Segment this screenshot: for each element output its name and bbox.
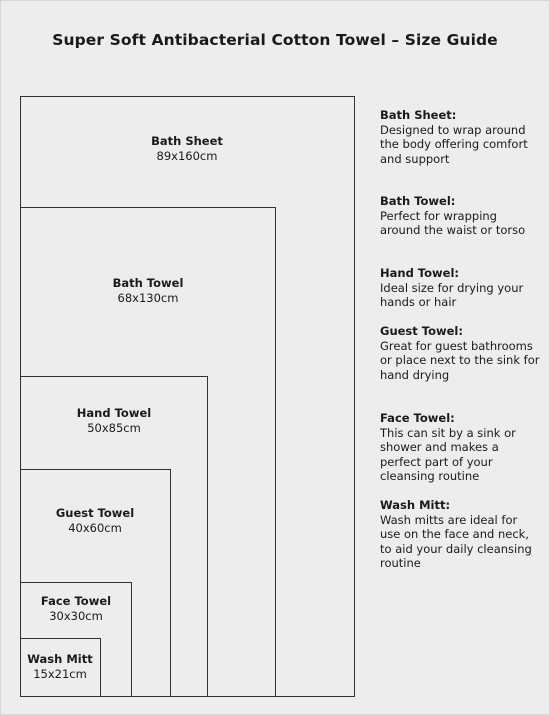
face-towel-text: This can sit by a sink or shower and makes a perfect part of your cleansing routine (380, 425, 516, 484)
bath-sheet-text: Designed to wrap around the body offering comfort and support (380, 122, 528, 166)
face-towel-heading: Face Towel: (380, 411, 455, 425)
bath-sheet-name: Bath Sheet (151, 134, 223, 148)
page-title: Super Soft Antibacterial Cotton Towel – Size Guide (52, 31, 498, 49)
guest-towel-name: Guest Towel (55, 506, 135, 520)
bath-sheet-label (87, 134, 287, 164)
guest-towel-description (380, 324, 540, 382)
bath-sheet-size: 89x160cm (156, 149, 218, 163)
wash-mitt-label (0, 652, 160, 682)
bath-towel-text: Perfect for wrapping around the waist or torso (380, 208, 526, 238)
hand-towel-text: Ideal size for drying your hands or hair (380, 280, 524, 310)
hand-towel-label (14, 406, 214, 436)
bath-towel-size: 68x130cm (117, 291, 179, 305)
wash-mitt-text: Wash mitts are ideal for use on the face and neck, to aid your daily cleansing routine (380, 512, 532, 571)
bath-towel-description (380, 194, 540, 238)
wash-mitt-name: Wash Mitt (27, 652, 93, 666)
wash-mitt-description (380, 498, 540, 571)
face-towel-description (380, 411, 540, 484)
bath-sheet-description (380, 108, 540, 166)
hand-towel-name: Hand Towel (76, 406, 152, 420)
bath-towel-label (48, 276, 248, 306)
guest-towel-label (0, 506, 195, 536)
wash-mitt-size: 15x21cm (33, 667, 87, 681)
guest-towel-heading: Guest Towel: (380, 324, 463, 338)
hand-towel-size: 50x85cm (87, 421, 141, 435)
wash-mitt-heading: Wash Mitt: (380, 498, 451, 512)
face-towel-name: Face Towel (40, 594, 112, 608)
hand-towel-description (380, 266, 540, 310)
face-towel-size: 30x30cm (49, 609, 103, 623)
face-towel-label (0, 594, 176, 624)
bath-towel-name: Bath Towel (112, 276, 184, 290)
guest-towel-text: Great for guest bathrooms or place next to the sink for hand drying (380, 338, 540, 382)
bath-sheet-heading: Bath Sheet: (380, 108, 457, 122)
bath-towel-heading: Bath Towel: (380, 194, 456, 208)
hand-towel-heading: Hand Towel: (380, 266, 459, 280)
guest-towel-size: 40x60cm (68, 521, 122, 535)
